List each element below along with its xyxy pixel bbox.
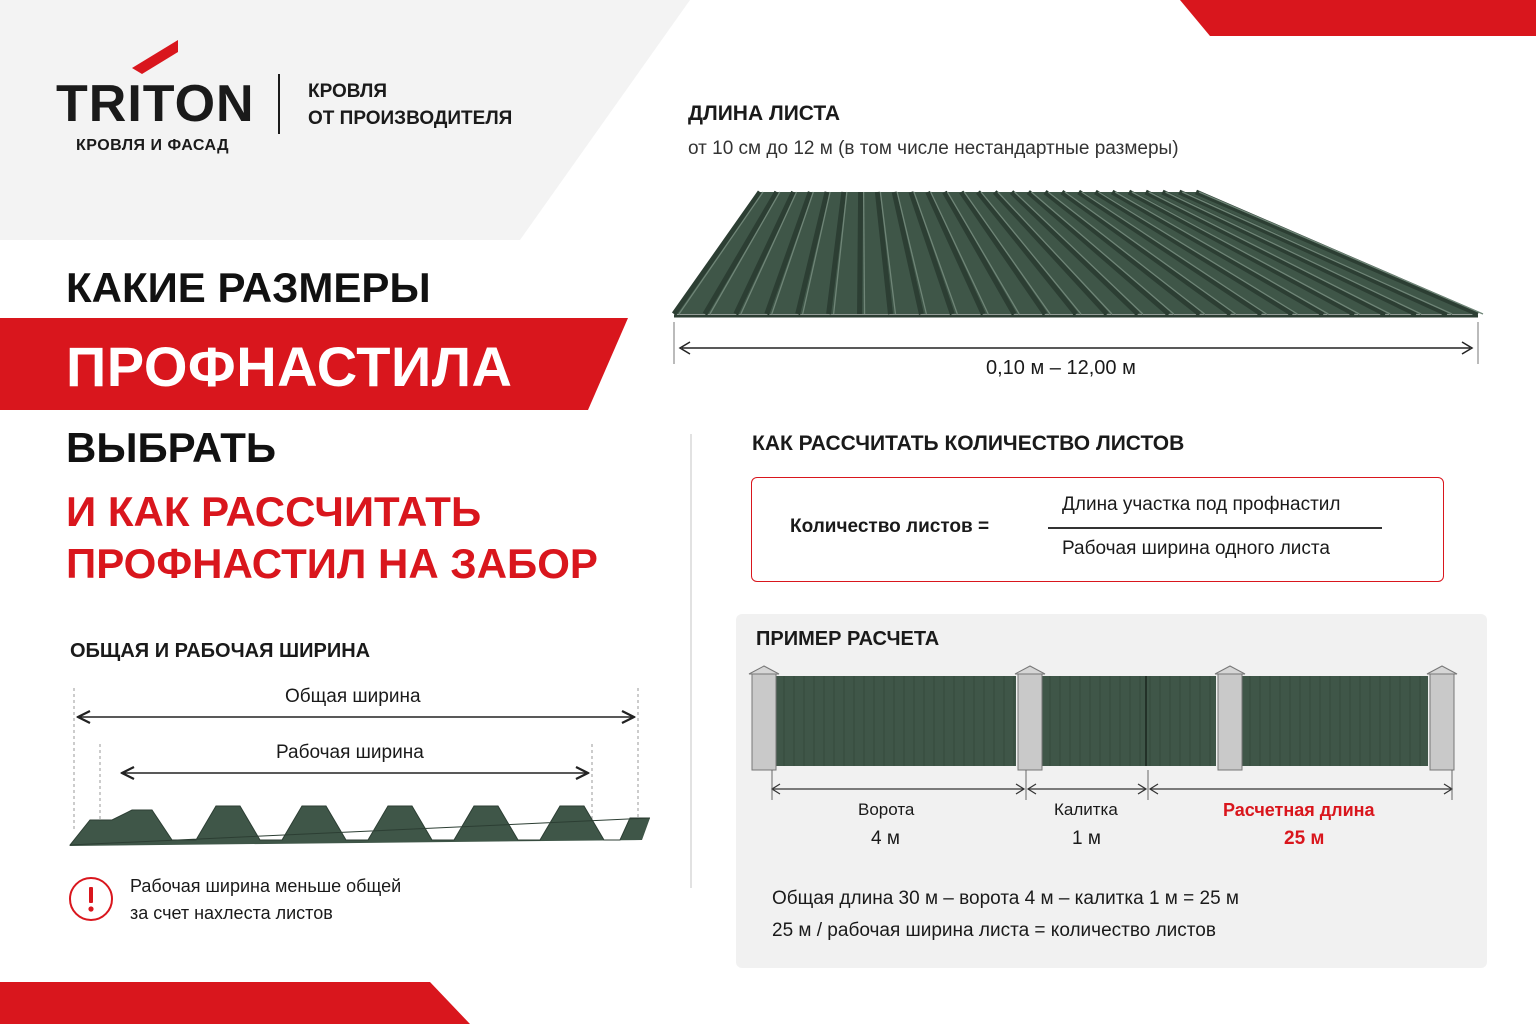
headline-line2: ПРОФНАСТИЛА: [66, 335, 513, 398]
tagline-line2: ОТ ПРОИЗВОДИТЕЛЯ: [308, 108, 513, 129]
width-note-line1: Рабочая ширина меньше общей: [130, 876, 402, 896]
fence-pillar-cap: [1015, 666, 1045, 674]
calc-section-title: КАК РАССЧИТАТЬ КОЛИЧЕСТВО ЛИСТОВ: [752, 432, 1185, 455]
fence-panel: [776, 676, 1016, 766]
length-section-title: ДЛИНА ЛИСТА: [688, 102, 841, 125]
total-width-label: Общая ширина: [285, 686, 421, 707]
fence-pillar-cap: [749, 666, 779, 674]
sheet-rib: [860, 192, 861, 314]
formula-left: Количество листов =: [790, 516, 990, 537]
length-section-subtitle: от 10 см до 12 м (в том числе нестандартные размеры): [688, 138, 1179, 159]
logo-text: TRITON: [56, 75, 255, 133]
calculated-length-label: Расчетная длина: [1223, 800, 1375, 820]
headline-line5: ПРОФНАСТИЛ НА ЗАБОР: [66, 540, 598, 587]
bottom-left-red-stripe: [0, 982, 470, 1024]
width-note-line2: за счет нахлеста листов: [130, 903, 333, 923]
formula-numerator: Длина участка под профнастил: [1062, 494, 1341, 515]
gate-value: 4 м: [871, 828, 900, 849]
top-right-red-stripe: [1180, 0, 1536, 36]
fence-pillar: [1430, 674, 1454, 770]
wicket-value: 1 м: [1072, 828, 1101, 849]
calculated-length-value: 25 м: [1284, 828, 1325, 849]
headline-line3: ВЫБРАТЬ: [66, 424, 277, 471]
fence-illustration: [746, 662, 1462, 802]
fence-pillar: [1018, 674, 1042, 770]
fence-pillar-cap: [1215, 666, 1245, 674]
logo-divider: [278, 74, 280, 134]
example-line1: Общая длина 30 м – ворота 4 м – калитка 1 м = 25 м: [772, 888, 1239, 909]
width-section-title: ОБЩАЯ И РАБОЧАЯ ШИРИНА: [70, 640, 371, 662]
logo-subtitle: КРОВЛЯ И ФАСАД: [76, 137, 230, 154]
formula-fraction-line: [1048, 527, 1382, 529]
roof-logo-icon: [128, 38, 184, 78]
wicket-label: Калитка: [1054, 800, 1118, 819]
formula-denominator: Рабочая ширина одного листа: [1062, 538, 1330, 559]
profile-cross-section: [70, 806, 650, 846]
length-dimension-label: 0,10 м – 12,00 м: [986, 357, 1136, 379]
tagline-line1: КРОВЛЯ: [308, 81, 388, 102]
fence-pillar: [1218, 674, 1242, 770]
headline-line4: И КАК РАССЧИТАТЬ: [66, 488, 482, 535]
gate-label: Ворота: [858, 800, 915, 819]
fence-pillar: [752, 674, 776, 770]
fence-pillar-cap: [1427, 666, 1457, 674]
exclamation-circle-icon: [68, 876, 114, 922]
example-section-title: ПРИМЕР РАСЧЕТА: [756, 628, 940, 650]
working-width-label: Рабочая ширина: [276, 742, 424, 763]
profiled-sheet-illustration: [660, 186, 1500, 366]
headline-line1: КАКИЕ РАЗМЕРЫ: [66, 264, 431, 311]
example-line2: 25 м / рабочая ширина листа = количество листов: [772, 920, 1216, 941]
sheet-rib-highlight: [864, 192, 865, 314]
